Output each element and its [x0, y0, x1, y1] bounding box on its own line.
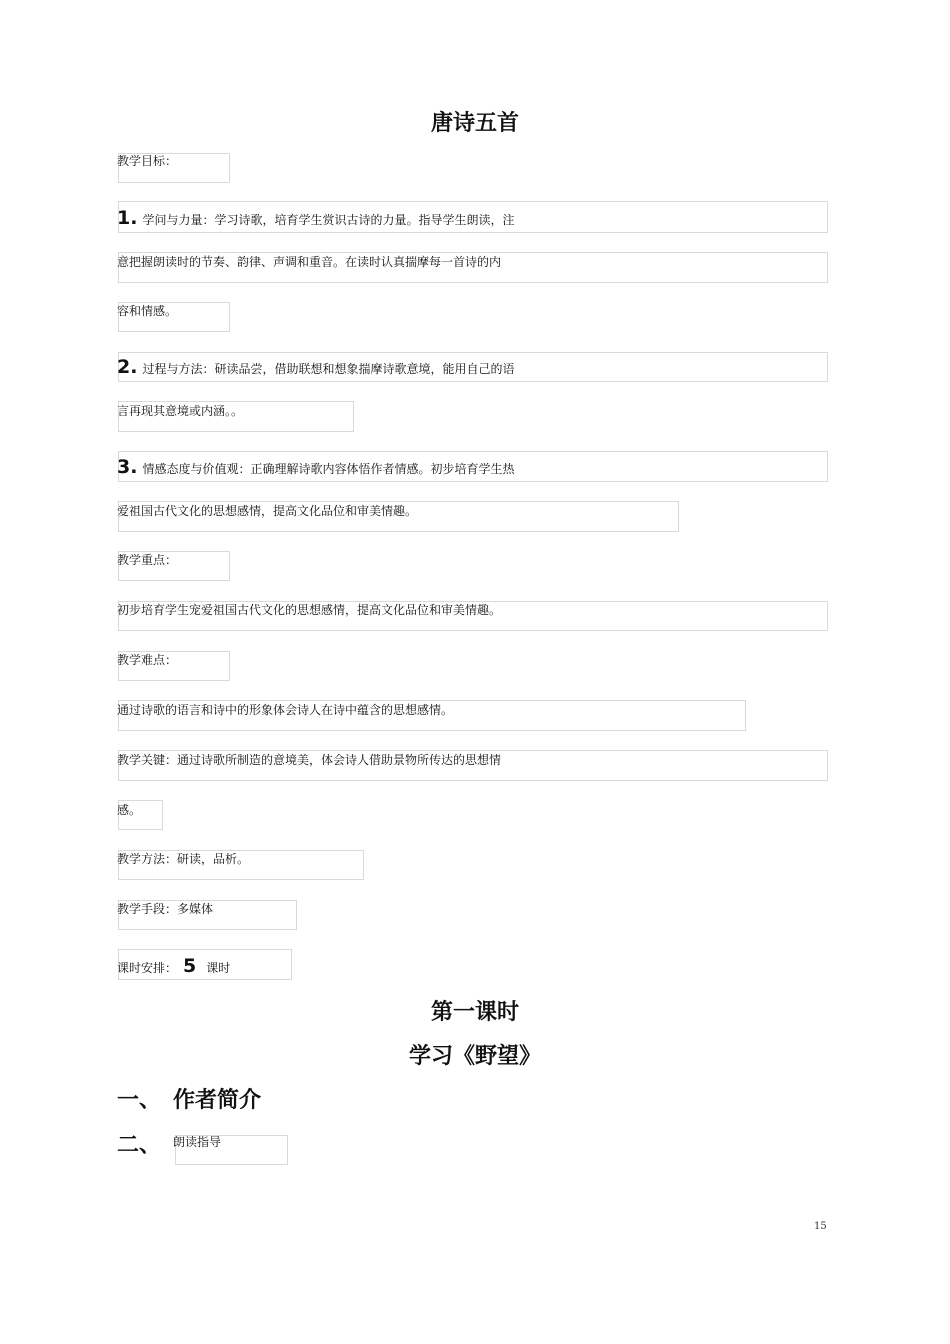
objectives-label: 教学目标：	[117, 154, 178, 168]
means-text: 教学手段：多媒体	[117, 902, 214, 916]
difficulty-text: 通过诗歌的语言和诗中的形象体会诗人在诗中蕴含的思想感情。	[117, 703, 454, 717]
objective-1-line3: 容和情感。	[117, 304, 178, 318]
objective-3-number: 3.	[117, 456, 138, 478]
objective-1-number: 1.	[117, 207, 138, 229]
objective-1-text: 学问与力量：学习诗歌，培育学生赏识古诗的力量。指导学生朗读，注	[142, 213, 515, 227]
objective-2-text: 过程与方法：研读品尝，借助联想和想象揣摩诗歌意境，能用自己的语	[142, 362, 515, 376]
objective-2-number: 2.	[117, 356, 138, 378]
key-points-text: 初步培育学生宠爱祖国古代文化的思想感情，提高文化品位和审美情趣。	[117, 603, 502, 617]
objective-2-line2: 言再现其意境或内涵。。	[117, 404, 244, 418]
lesson-subtitle: 学习《野望》	[408, 1044, 541, 1069]
page-title: 唐诗五首	[430, 111, 519, 136]
objective-1-line2: 意把握朗读时的节奏、韵律、声调和重音。在读时认真揣摩每一首诗的内	[117, 255, 502, 269]
difficulty-label: 教学难点：	[117, 653, 178, 667]
method-text: 教学方法：研读，品析。	[117, 852, 250, 866]
section-2-mark: 二、	[117, 1133, 162, 1158]
objective-3-line1	[117, 456, 514, 478]
objective-3-line2: 爱祖国古代文化的思想感情，提高文化品位和审美情趣。	[117, 504, 418, 518]
lesson-title: 第一课时	[430, 1000, 519, 1025]
schedule-suffix: 课时	[206, 961, 231, 975]
section-reading-guide	[117, 1128, 221, 1159]
key-line1: 教学关键：通过诗歌所制造的意境美，体会诗人借助景物所传达的思想情	[117, 753, 502, 767]
schedule-number: 5	[183, 955, 197, 977]
objective-3-text: 情感态度与价值观：正确理解诗歌内容体悟作者情感。初步培育学生热	[142, 462, 515, 476]
schedule-line	[117, 955, 230, 977]
objective-2-line1	[117, 356, 514, 378]
section-1-text: 作者简介	[173, 1088, 262, 1113]
key-line2: 感。	[117, 803, 142, 817]
key-points-label: 教学重点：	[117, 553, 178, 567]
section-1-mark: 一、	[117, 1088, 162, 1113]
schedule-prefix: 课时安排：	[117, 961, 178, 975]
page-number: 15	[814, 1221, 827, 1232]
objective-1-line1	[117, 207, 514, 229]
section-author-intro	[117, 1083, 261, 1114]
section-2-text: 朗读指导	[173, 1135, 222, 1149]
